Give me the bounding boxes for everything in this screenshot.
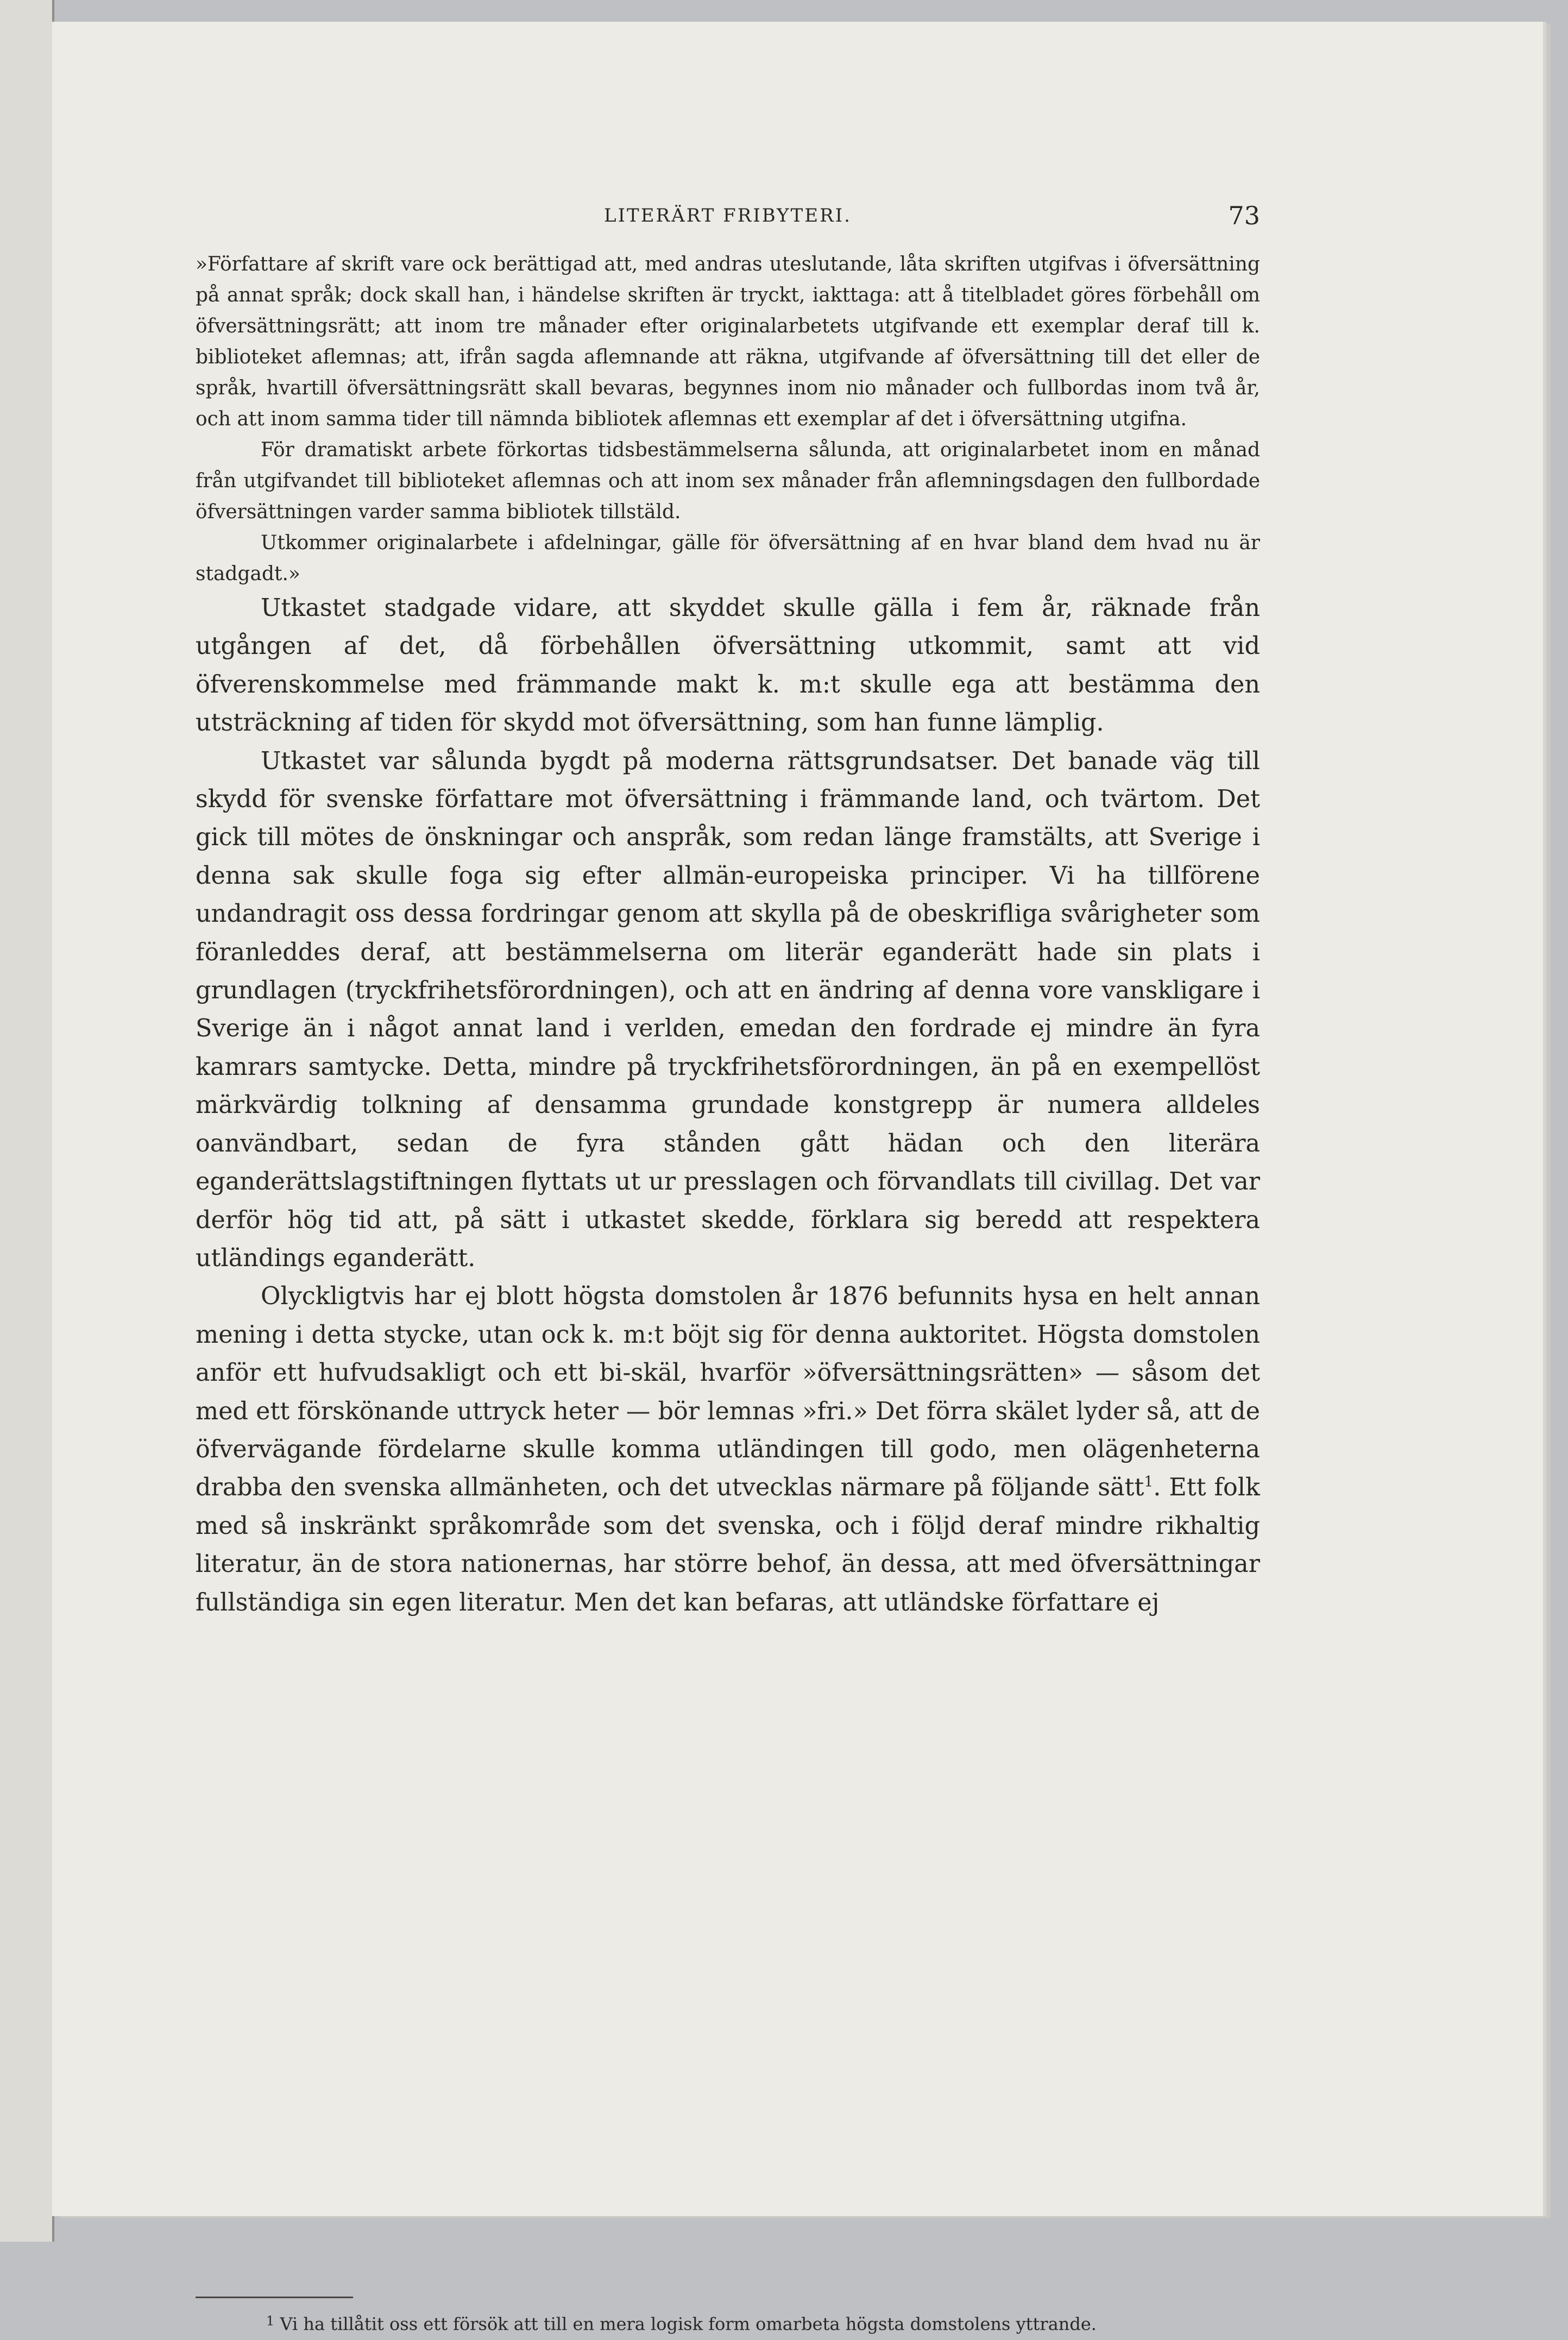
footnote-divider (196, 2297, 353, 2298)
body-paragraph: Utkastet var sålunda bygdt på moderna rättsgrundsatser. Det banade väg till skydd för svenske författare mot öfversättning i främmande land, och tvärtom. Det gick till mötes de önskningar och anspråk, som redan länge framstälts, att Sverige i denna sak skulle foga sig efter allmän-europeiska principer. Vi ha tillförene undandragit oss dessa fordringar genom att skylla på de obeskrifliga svårigheter som föranleddes deraf, att bestämmelserna om literär eganderätt hade sin plats i grundlagen (tryckfrihetsförordningen), och att en ändring af denna vore vanskligare i Sverige än i något annat land i verlden, emedan den fordrade ej mindre än fyra kamrars samtycke. Detta, mindre på tryckfrihetsförordningen, än på en exempellöst märkvärdig tolkning af densamma grundade konstgrepp är numera alldeles oanvändbart, sedan de fyra stånden gått hädan och den literära eganderättslagstiftningen flyttats ut ur presslagen och förvandlats till civillag. Det var derför hög tid att, på sätt i utkastet skedde, förklara sig beredd att respektera utländings eganderätt. (196, 747, 1260, 1272)
body-text (196, 589, 1260, 1622)
footnote (196, 2305, 1260, 2340)
quote-paragraph: För dramatiskt arbete förkortas tidsbestämmelserna sålunda, att originalarbetet inom en månad från utgifvandet till biblioteket aflemnas och att inom sex månader från aflemningsdagen den fullbordade öfversättningen varder samma bibliotek tillstäld. (196, 439, 1260, 523)
body-paragraph: Utkastet stadgade vidare, att skyddet skulle gälla i fem år, räknade från utgången af det, då förbehållen öfversättning utkommit, samt att vid öfverenskommelse med främmande makt k. m:t skulle ega att bestämma den utsträckning af tiden för skydd mot öfversättning, som han funne lämplig. (196, 594, 1260, 737)
page-header (196, 197, 1260, 235)
running-head: LITERÄRT FRIBYTERI. (604, 205, 852, 227)
footnote-mark: 1 (266, 2313, 275, 2329)
paragraph-text: . Ett folk med så inskränkt språkområde som det svenska, och i följd deraf mindre rikhaltig literatur, än de stora nationernas, har större behof, än dessa, att med öfversättningar fullständiga sin egen literatur. Men det kan befaras, att utländske författare ej (196, 1474, 1260, 1616)
body-paragraph (196, 1278, 1260, 1622)
quoted-statute (196, 249, 1260, 589)
facing-page-edge (0, 0, 54, 2242)
quote-paragraph: Utkommer originalarbete i afdelningar, gälle för öfversättning af en hvar bland dem hvad nu är stadgadt.» (196, 532, 1260, 585)
page-text (196, 249, 1260, 1622)
footnote-reference: 1 (1144, 1474, 1154, 1491)
footnote-text: Vi ha tillåtit oss ett försök att till en mera logisk form omarbeta högsta domstolens yttrande. (280, 2313, 1097, 2335)
page-number: 73 (1228, 201, 1260, 230)
paragraph-text: Olyckligtvis har ej blott högsta domstolen år 1876 befunnits hysa en helt annan mening i detta stycke, utan ock k. m:t böjt sig för denna auktoritet. Högsta domstolen anför ett hufvudsakligt och ett bi-skäl, hvarför »öfversättningsrätten» — såsom det med ett förskönande uttryck heter — bör lemnas »fri.» Det förra skälet lyder så, att de öfvervägande fördelarne skulle komma utländingen till godo, men olägenheterna drabba den svenska allmänheten, och det utvecklas närmare på följande sätt (196, 1282, 1260, 1502)
quote-paragraph: »Författare af skrift vare ock berättigad att, med andras uteslutande, låta skriften utgifvas i öfversättning på annat språk; dock skall han, i händelse skriften är tryckt, iakttaga: att å titelbladet göres förbehåll om öfversättningsrätt; att inom tre månader efter originalarbetets utgifvande ett exemplar deraf till k. biblioteket aflemnas; att, ifrån sagda aflemnande att räkna, utgifvande af öfversättning till det eller de språk, hvartill öfversättningsrätt skall bevaras, begynnes inom nio månader och fullbordas inom två år, och att inom samma tider till nämnda bibliotek aflemnas ett exemplar af det i öfversättning utgifna. (196, 253, 1260, 430)
